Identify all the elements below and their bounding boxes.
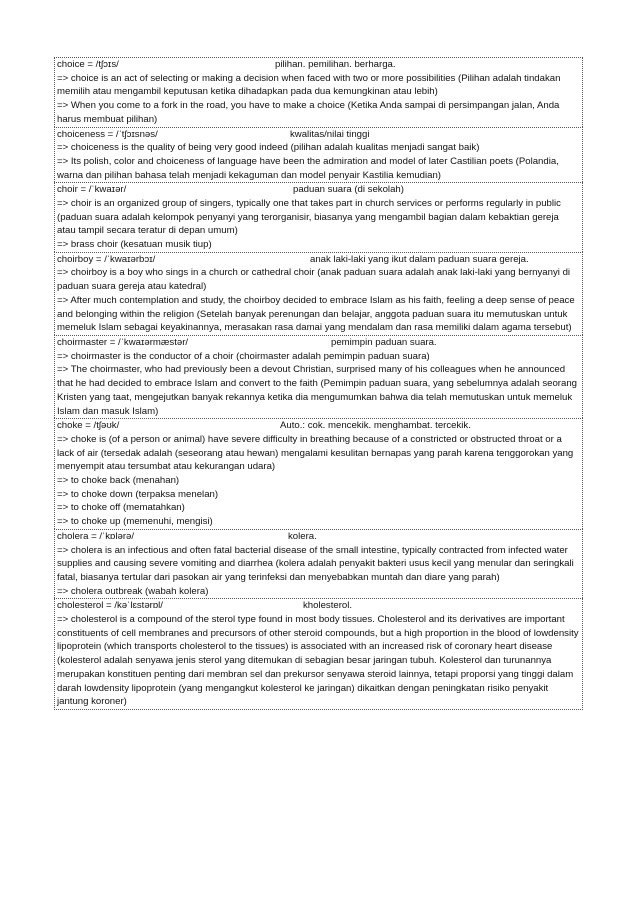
entry-line: => choiceness is the quality of being very good indeed (pilihan adalah kualitas menjadi sangat baik) [57,142,480,154]
entry-line: => When you come to a fork in the road, you have to make a choice (Ketika Anda sampai di persimpangan jalan, Anda harus membuat pilihan) [57,100,560,125]
entry-line: => choke is (of a person or animal) have severe difficulty in breathing because of a constricted or obstructed throat or a lack of air (tersedak adalah (seseorang atau hewan) mengalami kesulitan bernapas yang parah karena tenggorokan yang menyempit atau tersumbat atau kekurangan udara) [57,433,574,473]
entry-line: => cholera outbreak (wabah kolera) [57,585,209,597]
dictionary-entry-choice [54,57,583,127]
entry-term: cholesterol = /kəˈlɛstərɒl/ [57,600,163,612]
entry-head [57,599,580,613]
entry-meaning: anak laki-laki yang ikut dalam paduan suara gereja. [310,253,529,265]
entry-meaning: pemimpin paduan suara. [331,337,437,348]
entry-meaning: Auto.: cok. mencekik. menghambat. tercekik. [280,420,471,432]
dictionary-page [54,57,583,710]
entry-term: cholera = /ˈkɒlərə/ [57,530,135,542]
entry-head [57,253,580,267]
dictionary-entry-choke [54,418,583,529]
entry-line: => Its polish, color and choiceness of language have been the admiration and model of later Castilian poets (Polandia, warna dan pilihan bahasa telah menjadi kekaguman dan model penyair Kastilia kemudian) [57,155,559,181]
entry-head [57,419,580,433]
entry-meaning: paduan suara (di sekolah) [293,184,404,196]
entry-term: choke = /tʃəʊk/ [57,420,120,432]
entry-line: => choirmaster is the conductor of a choir (choirmaster adalah pemimpin paduan suara) [57,350,430,362]
dictionary-entry-choiceness [54,127,583,183]
dictionary-entry-cholera [54,529,583,599]
entry-line: => The choirmaster, who had previously been a devout Christian, surprised many of his colleagues when he announced that he had decided to embrace Islam and convert to the faith (Pemimpin paduan suara, yang sebelumnya adalah seorang Kristen yang taat, mengejutkan banyak rekannya ketika dia mengumumkan bahwa dia telah memutuskan untuk memeluk Islam dan masuk Islam) [57,364,577,417]
entry-head [57,336,580,350]
entry-head [57,183,580,197]
entry-term: choir = /ˈkwaɪər/ [57,184,127,196]
entry-meaning: kolera. [288,530,317,542]
entry-term: choiceness = /ˈtʃɔɪsnəs/ [57,128,158,140]
entry-line: => to choke up (memenuhi, mengisi) [57,516,213,528]
entry-line: => brass choir (kesatuan musik tiup) [57,239,212,251]
dictionary-entry-choir [54,182,583,252]
entry-line: => choir is an organized group of singers, typically one that takes part in church services or performs regularly in public (paduan suara adalah kelompok penyanyi yang terorganisir, biasanya yang mengambil bagian dalam kebaktian gereja atau tampil secara teratur di depan umum) [57,197,561,237]
entry-term: choirmaster = /ˈkwaɪərmæstər/ [57,337,189,348]
entry-head [57,58,580,72]
entry-line: => to choke down (terpaksa menelan) [57,488,219,500]
entry-line: => cholera is an infectious and often fatal bacterial disease of the small intestine, typically contracted from infected water supplies and causing severe vomiting and diarrhea (kolera adalah penyakit bakteri usus kecil yang menular dan seringkali fatal, biasanya tertular dari pasokan air yang terinfeksi dan menyebabkan muntah dan diare yang parah) [57,544,574,583]
entry-term: choice = /tʃɔɪs/ [57,59,119,70]
entry-line: => to choke back (menahan) [57,475,180,486]
dictionary-entry-choirboy [54,252,583,335]
entry-line: => to choke off (mematahkan) [57,502,185,514]
entry-meaning: pilihan. pemilihan. berharga. [275,59,396,70]
entry-meaning: kholesterol. [303,600,353,612]
dictionary-entry-cholesterol [54,598,583,710]
entry-meaning: kwalitas/nilai tinggi [290,128,370,140]
entry-head [57,128,580,142]
entry-line: => After much contemplation and study, the choirboy decided to embrace Islam as his faith, feeling a deep sense of peace and belonging within the religion (Setelah banyak perenungan dan belajar, anggota paduan suara itu memutuskan untuk memeluk Islam sebagai keyakinannya, merasakan rasa damai yang mendalam dan rasa memiliki dalam agama tersebut) [57,294,575,334]
dictionary-entry-choirmaster [54,335,583,418]
entry-line: => choirboy is a boy who sings in a church or cathedral choir (anak paduan suara adalah anak laki-laki yang bernyanyi di paduan suara gereja atau katedral) [57,267,571,293]
entry-line: => choice is an act of selecting or making a decision when faced with two or more possibilities (Pilihan adalah tindakan memilih atau mengambil keputusan ketika dihadapkan pada dua kemungkinan atau lebih) [57,72,561,98]
entry-head [57,530,580,544]
entry-term: choirboy = /ˈkwaɪərbɔɪ/ [57,253,156,265]
entry-line: => cholesterol is a compound of the sterol type found in most body tissues. Cholesterol and its derivatives are important constituents of cell membranes and precursors of other steroid compounds, but a high proportion in the blood of lowdensity lipoprotein (which transports cholesterol to the tissues) is associated with an increased risk of coronary heart disease (kolesterol adalah senyawa jenis sterol yang ditemukan di sebagian besar jaringan tubuh. Kolesterol dan turunannya merupakan konstituen penting dari membran sel dan prekursor senyawa steroid lainnya, tetapi proporsi yang tinggi dalam darah lowdensity lipoprotein (yang mengangkut kolesterol ke jaringan) dikaitkan dengan peningkatan risiko penyakit jantung koroner) [57,614,579,708]
